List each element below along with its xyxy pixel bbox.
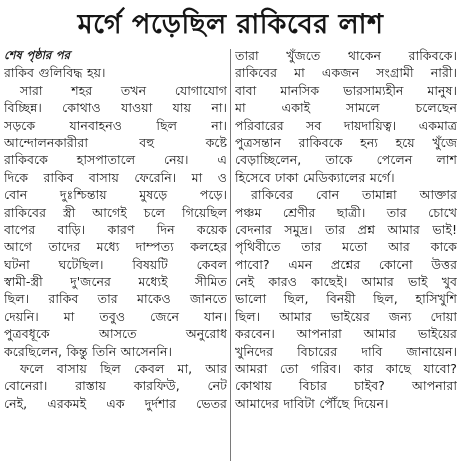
text-line: নেই কারও কাছেই। আমার ভাই খুব <box>235 274 457 290</box>
text-line: ছিল। রাকিব তার মাকেও জানতে <box>4 291 227 307</box>
text-line: রাকিবকে হাসপাতালে নেয়। এ <box>4 152 227 168</box>
text-line: পাবো? এমন প্রশ্নের কোনো উত্তর <box>235 256 457 272</box>
text-line: পুত্রসন্তান রাকিবকে হন্য হয়ে খুঁজে <box>235 134 457 150</box>
text-line: আন্দোলনকারীরা বহু কষ্টে <box>4 134 227 150</box>
text-line: বাবা মানসিক ভারসাম্যহীন মানুষ। <box>235 82 457 98</box>
text-line: বোন দুঃশ্চিন্তায় মুষড়ে পড়ে। <box>4 187 227 203</box>
text-line: তারা খুঁজতে থাকেন রাকিবকে। <box>235 48 457 63</box>
text-line: নেই, এরকমই এক দুর্দশার ভেতর <box>4 395 227 411</box>
text-line: রাকিবের স্ত্রী আগেই চলে গিয়েছিল <box>4 204 227 220</box>
text-line: আমাদের দাবিটা পৌঁছে দিয়েন। <box>235 395 389 411</box>
text-line: দিকে রাকিব বাসায় ফেরেনি। মা ও <box>4 169 227 185</box>
text-line: রাকিবের মা একজন সংগ্রামী নারী। <box>235 65 457 81</box>
text-line: ছিল। আমার ভাইয়ের জন্য দোয়া <box>235 308 457 324</box>
text-line: সড়কে যানবাহনও ছিল না। <box>4 117 227 133</box>
column-divider <box>230 49 231 461</box>
text-line: মা একাই সামলে চলেছেন <box>235 100 457 116</box>
text-line: স্বামী-স্ত্রী দু'জনের মধ্যেই সীমিত <box>4 274 227 290</box>
text-line: বোনেরা। রাস্তায় কারফিউ, নেট <box>4 378 227 394</box>
text-line: খুনিদের বিচারের দাবি জানায়েন। <box>235 343 457 359</box>
text-line: করেছিলেন, কিন্তু তিনি আসেননি। <box>4 343 172 359</box>
text-line: বেড়াচ্ছিলেন, তাকে পেলেন লাশ <box>235 152 457 168</box>
text-line: বেদনার সমুদ্র। তার প্রশ্ন আমার ভাই! <box>235 221 457 237</box>
right-column <box>235 47 457 463</box>
text-line: পঞ্চম শ্রেণীর ছাত্রী। তার চোখে <box>235 204 457 220</box>
text-line: ঘটনা ঘটেছিল। বিষয়টি কেবল <box>4 256 227 272</box>
text-line: বাপের বাড়ি। কারণ দিন কয়েক <box>4 221 227 237</box>
text-line: সারা শহর তখন যোগাযোগ <box>20 82 227 98</box>
article-body <box>4 47 457 463</box>
text-line: কোথায় বিচার চাইব? আপনারা <box>235 378 457 394</box>
text-line: বিচ্ছিন্ন। কোথাও যাওয়া যায় না। <box>4 100 227 116</box>
text-line: ফলে বাসায় ছিল কেবল মা, আর <box>20 361 227 377</box>
text-line: আমরা তো গরিব। কার কাছে যাবো? <box>235 361 457 377</box>
text-line: করবেন। আপনারা আমার ভাইয়ের <box>235 326 457 342</box>
text-line: পরিবারের সব দায়দায়িত্ব। একমাত্র <box>235 117 457 133</box>
left-column <box>4 47 227 463</box>
text-line: ভালো ছিল, বিনয়ী ছিল, হাসিখুশি <box>235 291 457 307</box>
text-line: আগে তাদের মধ্যে দাম্পত্য কলহের <box>4 239 227 255</box>
text-line: পুত্রবধূকে আসতে অনুরোধ <box>4 326 227 342</box>
text-line: রাকিব গুলিবিদ্ধ হয়। <box>4 65 106 81</box>
text-line: পৃথিবীতে তার মতো আর কাকে <box>235 239 457 255</box>
continuation-kicker: শেষ পৃষ্ঠার পর <box>4 48 70 62</box>
headline: মর্গে পড়েছিল রাকিবের লাশ <box>77 9 384 40</box>
text-line: হিসেবে ঢাকা মেডিক্যালের মর্গে। <box>235 169 395 185</box>
text-line: রাকিবের বোন তামান্না আক্তার <box>251 187 457 203</box>
text-line: দেয়নি। মা তবুও জেনে যান। <box>4 308 227 324</box>
